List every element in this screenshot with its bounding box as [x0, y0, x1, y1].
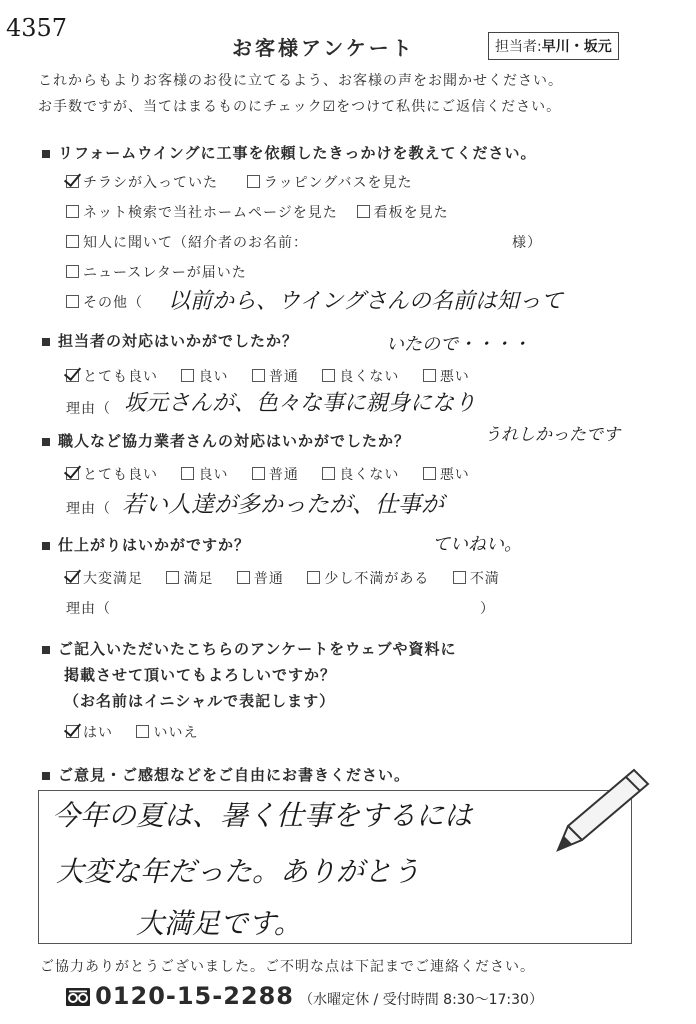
checkbox-checked[interactable] [66, 175, 79, 188]
q1-row-2 [66, 202, 449, 222]
q1-option-newsletter: ニュースレターが届いた [83, 265, 247, 281]
q1-referral-close: 様） [512, 235, 542, 251]
q4-reason-label: 理由（ [66, 601, 111, 617]
q3-option-3: 普通 [268, 467, 299, 483]
q5-line-3: （お名前はイニシャルで表記します） [64, 692, 336, 710]
q1-row-4 [66, 262, 247, 282]
q2-option-3: 普通 [268, 369, 299, 385]
checkbox[interactable] [66, 295, 79, 308]
staff-box: 担当者:早川・坂元 [488, 32, 619, 60]
footer-thanks: ご協力ありがとうございました。ご不明な点は下記までご連絡ください。 [40, 959, 535, 975]
checkbox[interactable] [66, 235, 79, 248]
q2-reason-label: 理由（ [66, 401, 111, 417]
q3-option-4: 良くない [339, 467, 400, 483]
q4-options [66, 568, 500, 588]
comment-line-2: 大変な年だった。ありがとう [56, 855, 421, 888]
checkbox[interactable] [181, 467, 194, 480]
q4-option-3: 普通 [253, 571, 284, 587]
q1-option-bus: ラッピングバスを見た [263, 175, 413, 191]
square-bullet-icon [42, 438, 50, 446]
q3-option-5: 悪い [439, 467, 470, 483]
q2-option-2: 良い [198, 369, 229, 385]
checkbox[interactable] [166, 571, 179, 584]
checkbox[interactable] [453, 571, 466, 584]
checkbox[interactable] [252, 467, 265, 480]
q5-heading [42, 638, 457, 659]
q1-option-other: その他（ [83, 295, 143, 311]
comment-line-1: 今年の夏は、暑く仕事をするには [52, 799, 473, 832]
survey-title: お客様アンケート [232, 36, 415, 60]
q3-options [66, 464, 470, 484]
q1-row-3 [66, 232, 308, 252]
checkbox-checked[interactable] [66, 725, 79, 738]
checkbox[interactable] [357, 205, 370, 218]
checkbox-checked[interactable] [66, 571, 79, 584]
q4-question: 仕上がりはいかがですか？ [58, 536, 251, 554]
q1-handwritten-line-1: 以前から、ウイングさんの名前は知って [168, 289, 563, 314]
square-bullet-icon [42, 772, 50, 780]
checkbox[interactable] [66, 205, 79, 218]
q2-option-1: とても良い [83, 369, 158, 385]
q1-question: リフォームウイングに工事を依頼したきっかけを教えてください。 [58, 144, 537, 162]
q2-option-5: 悪い [439, 369, 470, 385]
q3-option-2: 良い [198, 467, 229, 483]
q1-option-referral: 知人に聞いて（紹介者のお名前： [83, 235, 308, 251]
q2-heading [42, 330, 298, 351]
checkbox[interactable] [66, 265, 79, 278]
q1-option-flyer: チラシが入っていた [83, 175, 218, 191]
freedial-icon [66, 988, 90, 1006]
square-bullet-icon [42, 542, 50, 550]
checkbox-checked[interactable] [66, 369, 79, 382]
q5-line-2: 掲載させて頂いてもよろしいですか？ [64, 666, 337, 684]
q4-option-1: 大変満足 [83, 571, 143, 587]
checkbox[interactable] [423, 467, 436, 480]
q1-row-5 [66, 292, 143, 312]
q1-option-sign: 看板を見た [373, 205, 449, 221]
q5-options [66, 722, 198, 742]
checkbox[interactable] [423, 369, 436, 382]
q3-reason-label: 理由（ [66, 501, 111, 517]
q5-line-1: ご記入いただいたこちらのアンケートをウェブや資料に [58, 640, 457, 658]
q5-option-no: いいえ [153, 725, 199, 741]
q4-option-4: 少し不満がある [324, 571, 430, 587]
staff-names: 早川・坂元 [541, 39, 612, 55]
intro-line-2: お手数ですが、当てはまるものにチェック☑をつけて私供にご返信ください。 [38, 99, 562, 115]
q4-option-5: 不満 [469, 571, 500, 587]
business-hours: （水曜定休 / 受付時間 8:30〜17:30） [299, 992, 543, 1008]
q3-handwritten-line-2: ていねい。 [432, 534, 522, 555]
checkbox[interactable] [252, 369, 265, 382]
q4-option-2: 満足 [183, 571, 214, 587]
q6-heading [42, 764, 410, 785]
q2-handwritten-line-1: 坂元さんが、色々な事に親身になり [124, 391, 477, 416]
q2-handwritten-line-2: うれしかったです [484, 425, 620, 445]
footer-phone-row [66, 982, 543, 1010]
phone-number[interactable]: 0120-15-2288 [95, 982, 295, 1010]
form-number: 4357 [6, 14, 68, 42]
checkbox[interactable] [307, 571, 320, 584]
staff-label: 担当者 [495, 39, 537, 55]
q3-option-1: とても良い [83, 467, 158, 483]
square-bullet-icon [42, 338, 50, 346]
intro-line-1: これからもよりお客様のお役に立てるよう、お客様の声をお聞かせください。 [38, 73, 563, 89]
q3-question: 職人など協力業者さんの対応はいかがでしたか？ [58, 432, 411, 450]
q3-handwritten-line-1: 若い人達が多かったが、仕事が [122, 492, 444, 518]
checkbox-checked[interactable] [66, 467, 79, 480]
q4-reason-close: ） [480, 601, 495, 617]
q1-handwritten-line-2: いたので・・・・ [386, 334, 530, 355]
square-bullet-icon [42, 646, 50, 654]
q2-question: 担当者の対応はいかがでしたか？ [58, 332, 299, 350]
q4-heading [42, 534, 250, 555]
checkbox[interactable] [237, 571, 250, 584]
pencil-icon [548, 762, 652, 862]
checkbox[interactable] [136, 725, 149, 738]
q1-row-1 [66, 172, 413, 192]
checkbox[interactable] [322, 467, 335, 480]
checkbox[interactable] [181, 369, 194, 382]
q5-option-yes: はい [83, 725, 113, 741]
q1-option-web: ネット検索で当社ホームページを見た [83, 205, 338, 221]
checkbox[interactable] [322, 369, 335, 382]
checkbox[interactable] [247, 175, 260, 188]
q2-option-4: 良くない [339, 369, 400, 385]
comment-line-3: 大満足です。 [136, 907, 302, 940]
q2-options [66, 366, 470, 386]
square-bullet-icon [42, 150, 50, 158]
q6-question: ご意見・ご感想などをご自由にお書きください。 [58, 766, 411, 784]
q3-heading [42, 430, 410, 451]
q1-heading [42, 142, 537, 163]
